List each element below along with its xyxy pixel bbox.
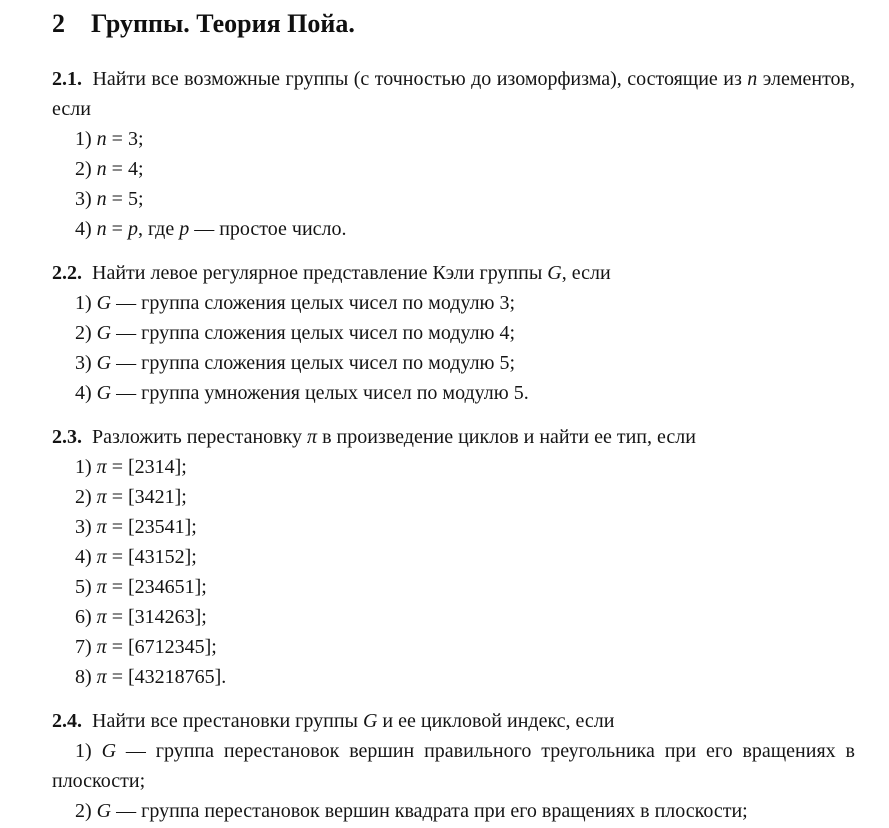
math-var: G: [96, 800, 112, 822]
item-label: 2): [75, 322, 92, 344]
item-label: 4): [75, 382, 92, 404]
math-var: G: [96, 292, 112, 314]
math-var: π: [96, 606, 107, 628]
item-label: 2): [75, 800, 92, 822]
problem-item: 5) π = [234651];: [75, 576, 207, 598]
item-label: 1): [75, 292, 92, 314]
item-label: 3): [75, 352, 92, 374]
item-label: 6): [75, 606, 92, 628]
math-var: π: [96, 516, 107, 538]
problem-intro: 2.4. Найти все престановки группы G и ее цикловой индекс, если: [52, 710, 615, 732]
problem-number: 2.1.: [52, 68, 82, 90]
problem-item: 1) n = 3;: [75, 128, 144, 150]
problem-item: 4) n = p, где p — простое число.: [75, 218, 347, 240]
problem-item: 2) G — группа перестановок вершин квадрата при его вращениях в плоскости;: [75, 800, 748, 822]
item-label: 2): [75, 486, 92, 508]
problem-item: 6) π = [314263];: [75, 606, 207, 628]
math-var: G: [101, 740, 117, 762]
problem-item: 4) π = [43152];: [75, 546, 197, 568]
math-var: π: [96, 636, 107, 658]
math-var: n: [96, 158, 107, 180]
math-var: n: [747, 68, 758, 90]
section-number: 2: [52, 9, 65, 38]
math-var: p: [127, 218, 138, 240]
problem-number: 2.4.: [52, 710, 82, 732]
problems: [52, 64, 855, 826]
item-label: 4): [75, 218, 92, 240]
math-var: n: [96, 188, 107, 210]
math-var: π: [96, 456, 107, 478]
problem-item: 3) G — группа сложения целых чисел по модулю 5;: [75, 352, 516, 374]
item-label: 8): [75, 666, 92, 688]
problem-item: 1) G — группа сложения целых чисел по модулю 3;: [75, 292, 516, 314]
item-label: 7): [75, 636, 92, 658]
problem-2.2: [52, 258, 855, 408]
problem-item: 3) n = 5;: [75, 188, 144, 210]
math-var: π: [96, 666, 107, 688]
math-var: G: [96, 382, 112, 404]
section-title: Группы. Теория Пойа.: [91, 9, 355, 38]
math-var: G: [96, 322, 112, 344]
item-label: 3): [75, 516, 92, 538]
math-var: p: [179, 218, 190, 240]
math-var: π: [96, 576, 107, 598]
section-heading: [52, 8, 855, 39]
item-label: 2): [75, 158, 92, 180]
item-label: 4): [75, 546, 92, 568]
math-var: π: [307, 426, 318, 448]
math-var: π: [96, 546, 107, 568]
problem-item: 1) π = [2314];: [75, 456, 187, 478]
problem-item: 4) G — группа умножения целых чисел по модулю 5.: [75, 382, 529, 404]
math-var: n: [96, 128, 107, 150]
item-label: 1): [75, 128, 92, 150]
problem-item: 7) π = [6712345];: [75, 636, 217, 658]
item-label: 1): [75, 456, 92, 478]
problem-2.3: [52, 422, 855, 692]
math-var: G: [96, 352, 112, 374]
problem-intro: 2.1. Найти все возможные группы (с точностью до изоморфизма), состоящие из n элементов, если: [52, 68, 855, 120]
problem-number: 2.3.: [52, 426, 82, 448]
problem-2.1: [52, 64, 855, 244]
math-var: π: [96, 486, 107, 508]
math-var: n: [96, 218, 107, 240]
problem-item: 3) π = [23541];: [75, 516, 197, 538]
problem-item: 2) π = [3421];: [75, 486, 187, 508]
problem-item: 8) π = [43218765].: [75, 666, 227, 688]
item-label: 1): [75, 740, 92, 762]
math-var: G: [547, 262, 562, 284]
problem-number: 2.2.: [52, 262, 82, 284]
problem-intro: 2.3. Разложить перестановку π в произведение циклов и найти ее тип, если: [52, 426, 696, 448]
problem-item: 2) n = 4;: [75, 158, 144, 180]
problem-2.4: [52, 706, 855, 826]
problem-intro: 2.2. Найти левое регулярное представление Кэли группы G, если: [52, 262, 611, 284]
item-label: 5): [75, 576, 92, 598]
problem-item: 1) G — группа перестановок вершин правильного треугольника при его вращениях в плоскости;: [52, 740, 855, 792]
item-label: 3): [75, 188, 92, 210]
problem-item: 2) G — группа сложения целых чисел по модулю 4;: [75, 322, 516, 344]
math-var: G: [362, 710, 378, 732]
